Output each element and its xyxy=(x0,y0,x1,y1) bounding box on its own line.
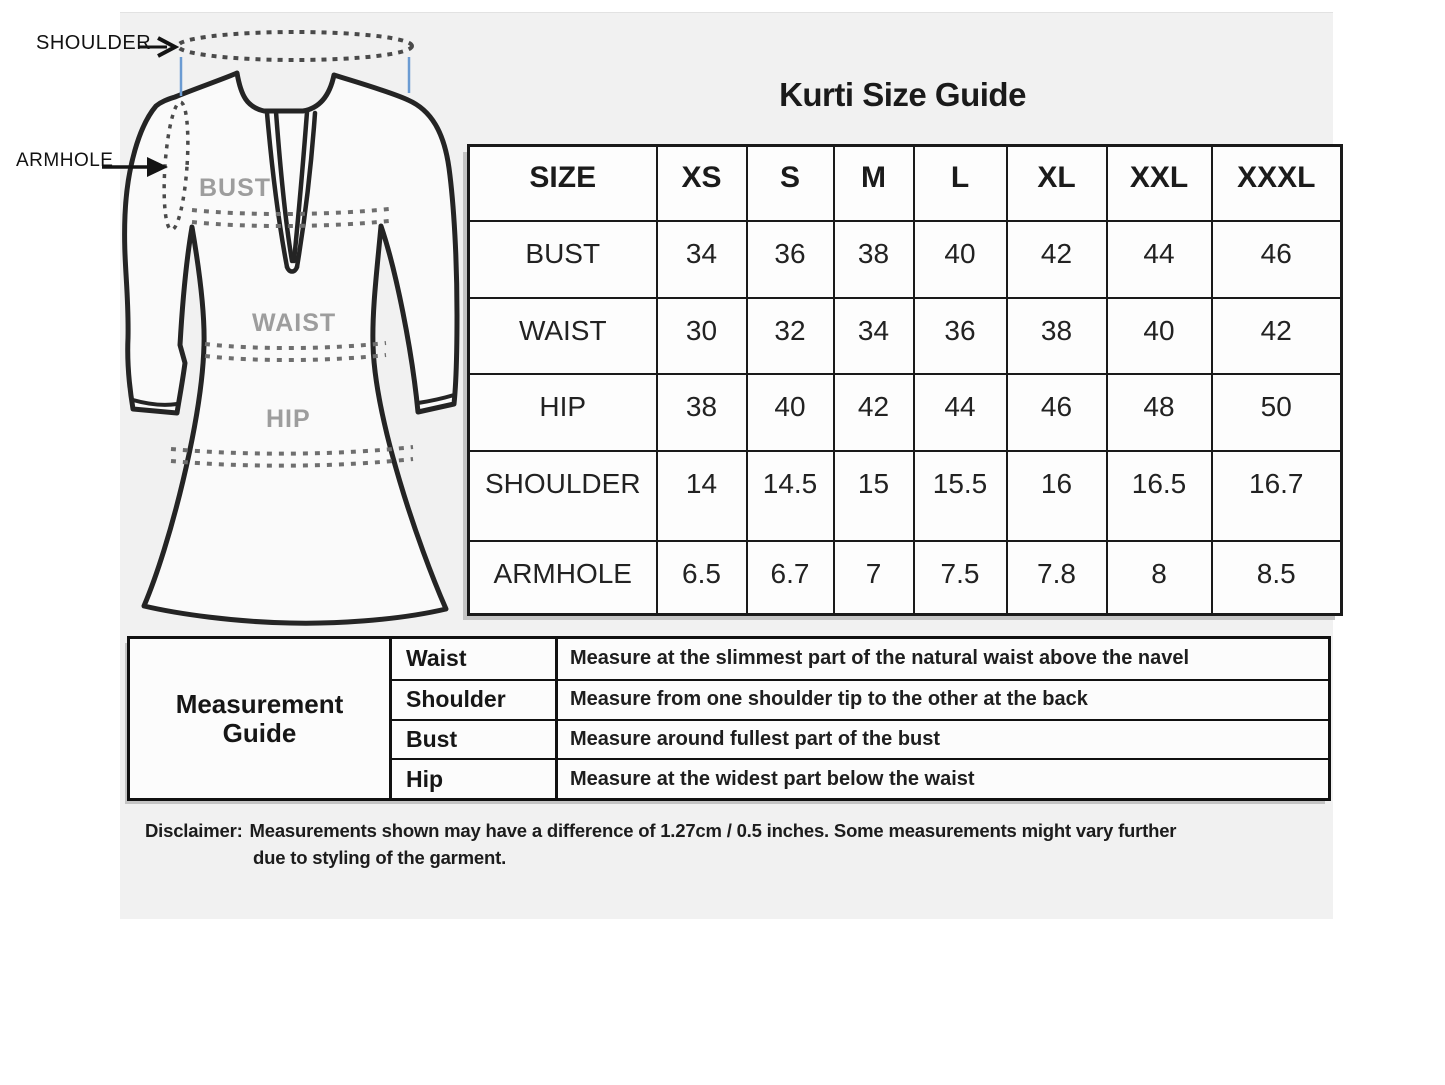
value-cell: 16 xyxy=(1007,451,1107,541)
disclaimer-line2: due to styling of the garment. xyxy=(253,847,507,868)
value-cell: 7.5 xyxy=(914,541,1007,615)
value-cell: 40 xyxy=(914,221,1007,298)
value-cell: 8.5 xyxy=(1212,541,1342,615)
size-table xyxy=(467,144,1343,616)
value-cell: 32 xyxy=(747,298,834,374)
row-label: WAIST xyxy=(469,298,657,374)
value-cell: 6.5 xyxy=(657,541,747,615)
guide-label-bust: Bust xyxy=(392,719,558,759)
guide-desc-bust: Measure around fullest part of the bust xyxy=(558,719,1328,759)
value-cell: 36 xyxy=(747,221,834,298)
value-cell: 30 xyxy=(657,298,747,374)
row-label: ARMHOLE xyxy=(469,541,657,615)
waist-garment-label: WAIST xyxy=(252,309,337,337)
table-row-shoulder xyxy=(469,451,1342,541)
table-row-hip xyxy=(469,374,1342,451)
measurement-guide-title xyxy=(130,639,392,798)
guide-label-hip: Hip xyxy=(392,758,558,798)
value-cell: 34 xyxy=(834,298,914,374)
hip-garment-label: HIP xyxy=(266,405,311,433)
value-cell: 42 xyxy=(1212,298,1342,374)
size-table-header-row xyxy=(469,146,1342,221)
kurti-line-drawing xyxy=(0,0,480,650)
value-cell: 46 xyxy=(1007,374,1107,451)
measurement-guide-table xyxy=(127,636,1331,801)
value-cell: 44 xyxy=(1107,221,1212,298)
value-cell: 40 xyxy=(747,374,834,451)
size-header-cell: SIZE xyxy=(469,146,657,221)
value-cell: 7.8 xyxy=(1007,541,1107,615)
value-cell: 38 xyxy=(1007,298,1107,374)
disclaimer-line1-text: Measurements shown may have a difference of 1.27cm / 0.5 inches. Some measurements might vary further xyxy=(249,820,1177,841)
value-cell: 38 xyxy=(834,221,914,298)
value-cell: 15 xyxy=(834,451,914,541)
measurement-guide-title-line2: Guide xyxy=(222,717,297,748)
value-cell: 6.7 xyxy=(747,541,834,615)
size-header-cell: L xyxy=(914,146,1007,221)
row-label: BUST xyxy=(469,221,657,298)
guide-label-waist: Waist xyxy=(392,639,558,679)
guide-desc-hip: Measure at the widest part below the waist xyxy=(558,758,1328,798)
size-header-cell: XL xyxy=(1007,146,1107,221)
row-label: HIP xyxy=(469,374,657,451)
value-cell: 50 xyxy=(1212,374,1342,451)
value-cell: 42 xyxy=(1007,221,1107,298)
shoulder-measure-ellipse xyxy=(178,32,412,60)
size-header-cell: XXL xyxy=(1107,146,1212,221)
disclaimer-line1 xyxy=(145,817,1337,844)
table-row-waist xyxy=(469,298,1342,374)
armhole-annotation-label: ARMHOLE xyxy=(16,150,114,171)
measurement-guide-title-line1: Measurement xyxy=(175,689,344,720)
table-row-bust xyxy=(469,221,1342,298)
shoulder-annotation-label: SHOULDER xyxy=(36,32,152,54)
bust-garment-label: BUST xyxy=(199,174,272,202)
value-cell: 42 xyxy=(834,374,914,451)
value-cell: 48 xyxy=(1107,374,1212,451)
value-cell: 16.7 xyxy=(1212,451,1342,541)
disclaimer-label: Disclaimer: xyxy=(145,820,243,841)
value-cell: 46 xyxy=(1212,221,1342,298)
disclaimer-text xyxy=(145,817,1337,871)
size-header-cell: S xyxy=(747,146,834,221)
value-cell: 8 xyxy=(1107,541,1212,615)
value-cell: 38 xyxy=(657,374,747,451)
value-cell: 44 xyxy=(914,374,1007,451)
value-cell: 14.5 xyxy=(747,451,834,541)
value-cell: 15.5 xyxy=(914,451,1007,541)
guide-desc-waist: Measure at the slimmest part of the natural waist above the navel xyxy=(570,647,1190,670)
table-row-armhole xyxy=(469,541,1342,615)
value-cell: 34 xyxy=(657,221,747,298)
value-cell: 14 xyxy=(657,451,747,541)
row-label: SHOULDER xyxy=(469,451,657,541)
size-header-cell: XS xyxy=(657,146,747,221)
value-cell: 7 xyxy=(834,541,914,615)
size-header-cell: XXXL xyxy=(1212,146,1342,221)
guide-label-shoulder: Shoulder xyxy=(392,679,558,719)
value-cell: 40 xyxy=(1107,298,1212,374)
guide-desc-shoulder: Measure from one shoulder tip to the other at the back xyxy=(558,679,1328,719)
page-title: Kurti Size Guide xyxy=(779,76,1026,113)
size-header-cell: M xyxy=(834,146,914,221)
value-cell: 16.5 xyxy=(1107,451,1212,541)
value-cell: 36 xyxy=(914,298,1007,374)
